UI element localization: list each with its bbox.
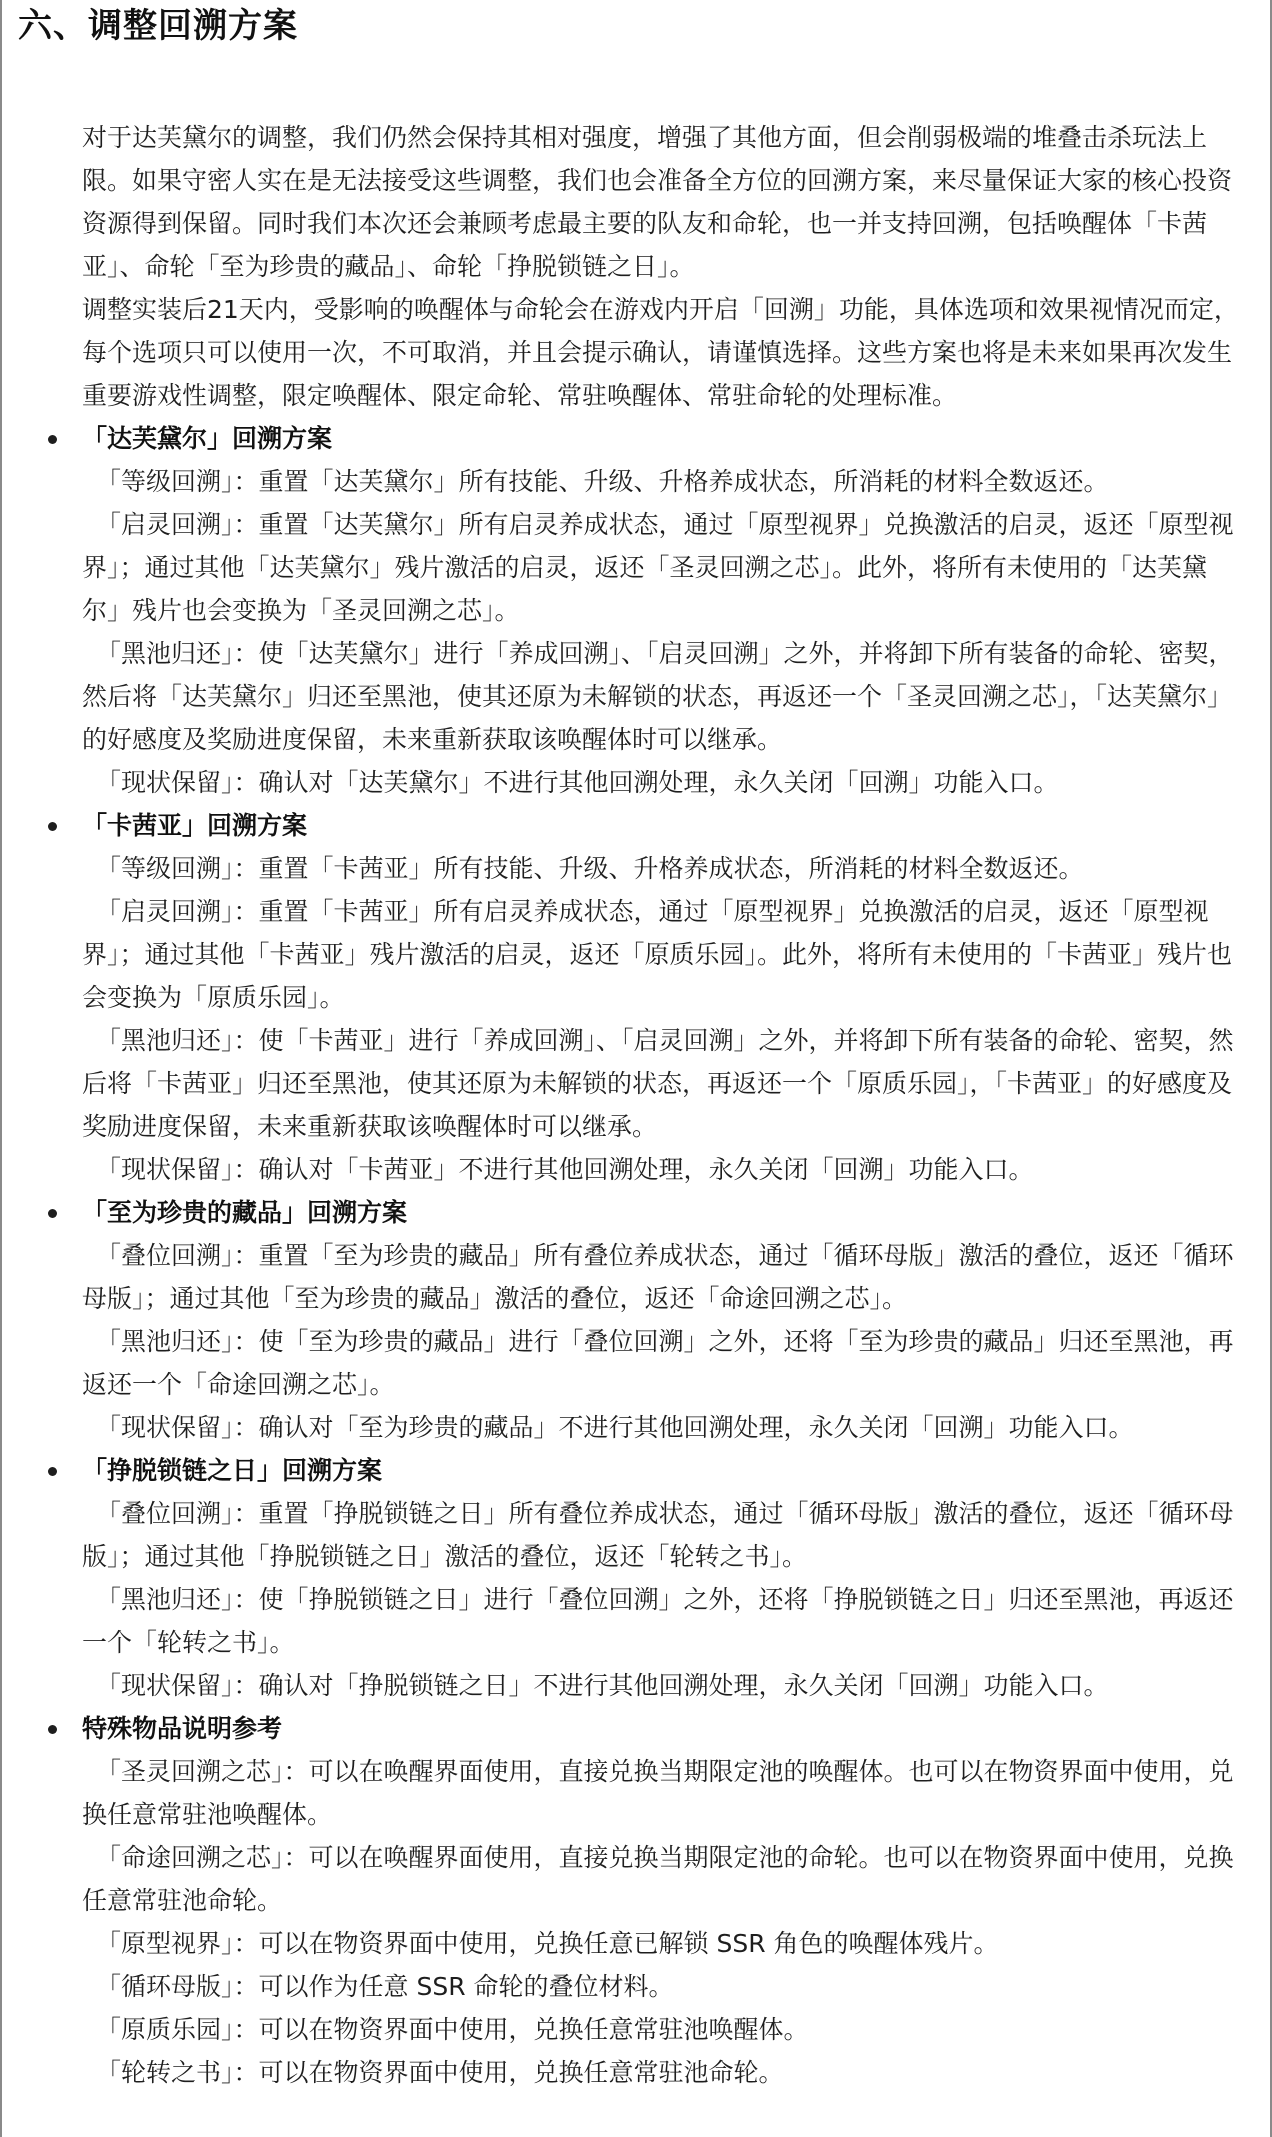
document-body [82,116,1242,2094]
page-title: 六、调整回溯方案 [18,6,298,46]
list-item [82,632,1242,761]
item-text: ：使「至为珍贵的藏品」进行「叠位回溯」之外，还将「至为珍贵的藏品」归还至黑池，再返还一个「命途回溯之芯」。 [82,1327,1234,1399]
list-item [82,460,1242,503]
item-text: ：确认对「卡茜亚」不进行其他回溯处理，永久关闭「回溯」功能入口。 [233,1155,1034,1184]
item-text: ：可以作为任意 SSR 命轮的叠位材料。 [233,1972,674,2001]
item-term: 「黑池归还」 [96,1026,234,1055]
item-term: 「等级回溯」 [96,467,234,496]
item-text: ：使「卡茜亚」进行「养成回溯」、「启灵回溯」之外，并将卸下所有装备的命轮、密契，然后将「卡茜亚」归还至黑池，使其还原为未解锁的状态，再返还一个「原质乐园」，「卡茜亚」的好感度及奖励进度保留，未来重新获取该唤醒体时可以继承。 [82,1026,1234,1141]
item-text: ：重置「至为珍贵的藏品」所有叠位养成状态，通过「循环母版」激活的叠位，返还「循环母版」；通过其他「至为珍贵的藏品」激活的叠位，返还「命途回溯之芯」。 [82,1241,1234,1313]
item-term: 「等级回溯」 [96,854,234,883]
bullet-icon [48,1467,57,1476]
item-term: 「叠位回溯」 [96,1499,234,1528]
item-text: ：重置「挣脱锁链之日」所有叠位养成状态，通过「循环母版」激活的叠位，返还「循环母版」；通过其他「挣脱锁链之日」激活的叠位，返还「轮转之书」。 [82,1499,1234,1571]
section-list [82,417,1242,2094]
list-item [82,1922,1242,1965]
section-kaxiya [82,804,1242,1191]
section-heading: 「至为珍贵的藏品」回溯方案 [82,1198,408,1227]
list-item [82,2008,1242,2051]
bullet-icon [48,1725,57,1734]
list-item [82,1664,1242,1707]
list-item [82,2051,1242,2094]
item-term: 「现状保留」 [96,1413,234,1442]
list-item [82,890,1242,1019]
item-term: 「圣灵回溯之芯」 [96,1757,284,1786]
section-heading: 「达芙黛尔」回溯方案 [82,424,333,453]
item-text: ：重置「卡茜亚」所有技能、升级、升格养成状态，所消耗的材料全数返还。 [233,854,1084,883]
item-text: ：确认对「达芙黛尔」不进行其他回溯处理，永久关闭「回溯」功能入口。 [233,768,1059,797]
section-dafudaier [82,417,1242,804]
list-item [82,1320,1242,1406]
list-item [82,1406,1242,1449]
bullet-icon [48,1209,57,1218]
section-heading: 特殊物品说明参考 [82,1714,283,1743]
section-special-items [82,1707,1242,2094]
intro-paragraph: 对于达芙黛尔的调整，我们仍然会保持其相对强度，增强了其他方面，但会削弱极端的堆叠击杀玩法上限。如果守密人实在是无法接受这些调整，我们也会准备全方位的回溯方案，来尽量保证大家的核心投资资源得到保留。同时我们本次还会兼顾考虑最主要的队友和命轮，也一并支持回溯，包括唤醒体「卡茜亚」、命轮「至为珍贵的藏品」、命轮「挣脱锁链之日」。 [82,123,1233,281]
section-heading: 「卡茜亚」回溯方案 [82,811,308,840]
item-term: 「现状保留」 [96,1671,234,1700]
item-term: 「黑池归还」 [96,1327,234,1356]
list-item [82,1750,1242,1836]
list-item [82,847,1242,890]
list-item [82,1965,1242,2008]
item-term: 「现状保留」 [96,768,234,797]
list-item [82,1019,1242,1148]
bullet-icon [48,822,57,831]
item-term: 「轮转之书」 [96,2058,234,2087]
item-text: ：可以在物资界面中使用，兑换任意已解锁 SSR 角色的唤醒体残片。 [233,1929,999,1958]
list-item [82,503,1242,632]
item-text: ：可以在唤醒界面使用，直接兑换当期限定池的命轮。也可以在物资界面中使用，兑换任意常驻池命轮。 [82,1843,1234,1915]
list-item [82,1148,1242,1191]
item-term: 「黑池归还」 [96,639,234,668]
item-term: 「原型视界」 [96,1929,234,1958]
bullet-icon [48,435,57,444]
list-item [82,1234,1242,1320]
item-term: 「启灵回溯」 [96,897,234,926]
item-text: ：重置「达芙黛尔」所有技能、升级、升格养成状态，所消耗的材料全数返还。 [233,467,1109,496]
list-item [82,1578,1242,1664]
item-text: ：可以在唤醒界面使用，直接兑换当期限定池的唤醒体。也可以在物资界面中使用，兑换任意常驻池唤醒体。 [82,1757,1234,1829]
section-day-of-breaking-chains [82,1449,1242,1707]
item-term: 「启灵回溯」 [96,510,234,539]
section-most-precious-collection [82,1191,1242,1449]
item-text: ：重置「达芙黛尔」所有启灵养成状态，通过「原型视界」兑换激活的启灵，返还「原型视界」；通过其他「达芙黛尔」残片激活的启灵，返还「圣灵回溯之芯」。此外，将所有未使用的「达芙黛尔」残片也会变换为「圣灵回溯之芯」。 [82,510,1234,625]
item-term: 「叠位回溯」 [96,1241,234,1270]
item-text: ：确认对「至为珍贵的藏品」不进行其他回溯处理，永久关闭「回溯」功能入口。 [233,1413,1134,1442]
intro-paragraph: 调整实装后21天内，受影响的唤醒体与命轮会在游戏内开启「回溯」功能，具体选项和效果视情况而定，每个选项只可以使用一次，不可取消，并且会提示确认，请谨慎选择。这些方案也将是未来如果再次发生重要游戏性调整，限定唤醒体、限定命轮、常驻唤醒体、常驻命轮的处理标准。 [82,295,1239,410]
list-item [82,1492,1242,1578]
list-item [82,1836,1242,1922]
item-text: ：可以在物资界面中使用，兑换任意常驻池唤醒体。 [233,2015,809,2044]
item-text: ：使「达芙黛尔」进行「养成回溯」、「启灵回溯」之外，并将卸下所有装备的命轮、密契，然后将「达芙黛尔」归还至黑池，使其还原为未解锁的状态，再返还一个「圣灵回溯之芯」，「达芙黛尔」的好感度及奖励进度保留，未来重新获取该唤醒体时可以继承。 [82,639,1234,754]
intro [82,116,1242,417]
item-term: 「命途回溯之芯」 [96,1843,284,1872]
item-text: ：使「挣脱锁链之日」进行「叠位回溯」之外，还将「挣脱锁链之日」归还至黑池，再返还一个「轮转之书」。 [82,1585,1234,1657]
item-text: ：可以在物资界面中使用，兑换任意常驻池命轮。 [233,2058,784,2087]
item-term: 「原质乐园」 [96,2015,234,2044]
item-term: 「循环母版」 [96,1972,234,2001]
item-text: ：确认对「挣脱锁链之日」不进行其他回溯处理，永久关闭「回溯」功能入口。 [233,1671,1109,1700]
section-heading: 「挣脱锁链之日」回溯方案 [82,1456,383,1485]
item-text: ：重置「卡茜亚」所有启灵养成状态，通过「原型视界」兑换激活的启灵，返还「原型视界」；通过其他「卡茜亚」残片激活的启灵，返还「原质乐园」。此外，将所有未使用的「卡茜亚」残片也会变换为「原质乐园」。 [82,897,1233,1012]
item-term: 「黑池归还」 [96,1585,234,1614]
list-item [82,761,1242,804]
item-term: 「现状保留」 [96,1155,234,1184]
